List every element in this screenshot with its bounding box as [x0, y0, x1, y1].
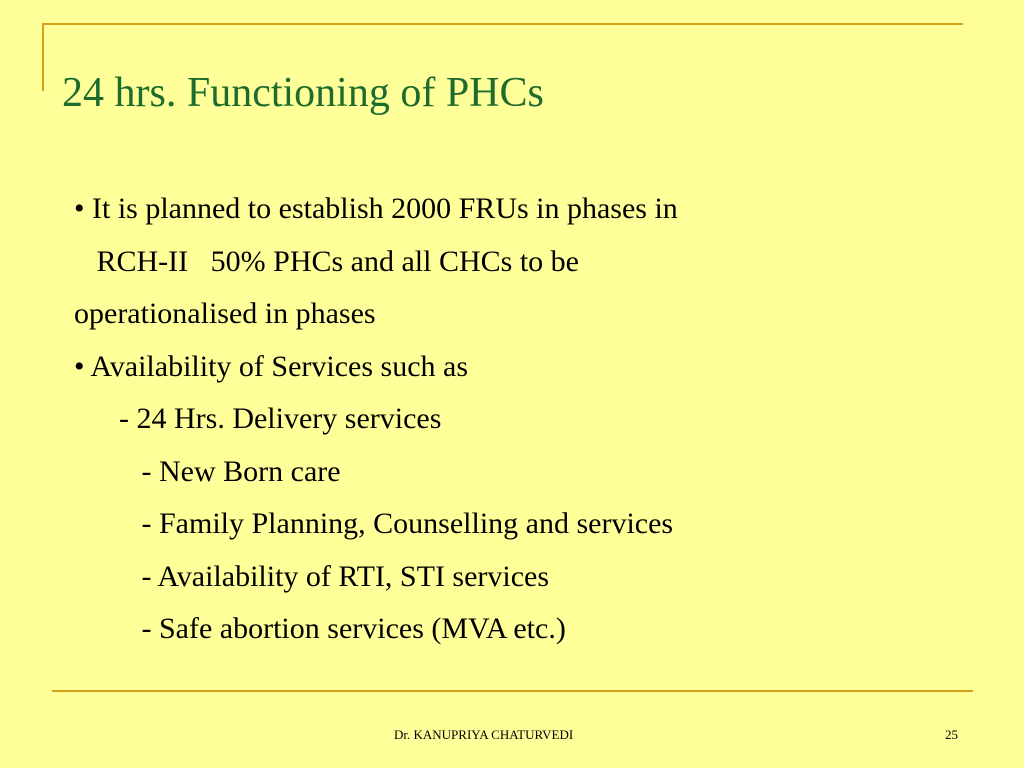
left-frame-line: [42, 23, 44, 91]
body-line: • Availability of Services such as: [74, 349, 469, 383]
page-number: 25: [945, 727, 958, 742]
footer-rule: [52, 690, 973, 692]
top-frame-line: [42, 23, 963, 25]
body-line: operationalised in phases: [74, 297, 376, 330]
body-line: - Family Planning, Counselling and services: [74, 507, 674, 540]
body-line: - 24 Hrs. Delivery services: [74, 402, 442, 435]
slide-body: [74, 183, 678, 656]
slide-title: 24 hrs. Functioning of PHCs: [62, 70, 544, 116]
body-line: - Availability of RTI, STI services: [74, 559, 550, 593]
body-line: - New Born care: [74, 454, 341, 488]
body-line: - Safe abortion services (MVA etc.): [74, 612, 566, 645]
body-line: • It is planned to establish 2000 FRUs in phases in: [74, 192, 678, 225]
footer-author: Dr. KANUPRIYA CHATURVEDI: [394, 727, 574, 742]
body-line: RCH-II 50% PHCs and all CHCs to be: [74, 244, 579, 278]
